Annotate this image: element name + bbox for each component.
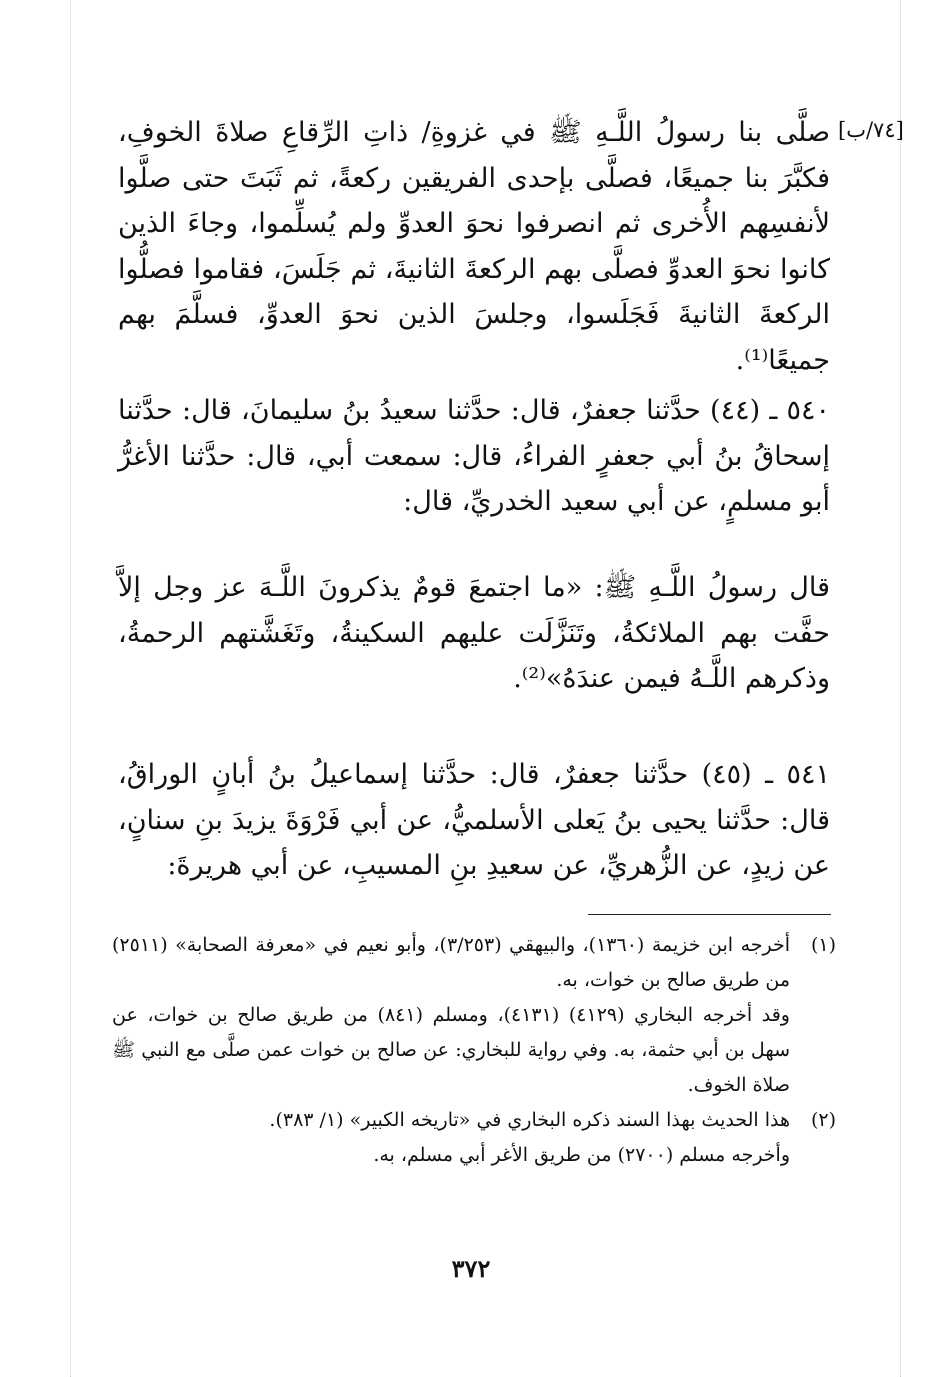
paragraph-hadith-540-isnad: ٥٤٠ ـ (٤٤) حدَّثنا جعفرٌ، قال: حدَّثنا سعيدُ بنُ سليمانَ، قال: حدَّثنا إسحاقُ بنُ أبي جعفرٍ الفراءُ، قال: سمعت أبي، قال: حدَّثنا الأغرُّ أبو مسلمٍ، عن أبي سعيد الخدريِّ، قال: <box>118 395 830 517</box>
paragraph-prayer-of-fear: صلَّى بنا رسولُ اللَّـهِ ﷺ في غزوةِ/ ذاتِ الرِّقاعِ صلاةَ الخوفِ، فكبَّرَ بنا جميعًا، فصلَّى بإحدى الفريقين ركعةً، ثم ثَبَتَ حتى صلَّوا لأنفسِهم الأُخرى ثم انصرفوا نحوَ العدوِّ ولم يُسلِّموا، وجاءَ الذين كانوا نحوَ العدوِّ فصلَّى بهم الركعةَ الثانيةَ، ثم جَلَسَ، فقاموا فصلُّوا الركعةَ الثانيةَ فَجَلَسوا، وجلسَ الذين نحوَ العدوِّ، فسلَّمَ بهم جميعًا⁽¹⁾. <box>118 117 830 376</box>
footnote-line: هذا الحديث بهذا السند ذكره البخاري في «تاريخه الكبير» (١/ ٣٨٣). <box>269 1109 790 1131</box>
footnote-line: وأخرجه مسلم (٢٧٠٠) من طريق الأغر أبي مسلم، به. <box>373 1144 790 1166</box>
footnote-2 <box>112 1103 836 1173</box>
footnote-line: أخرجه ابن خزيمة (١٣٦٠)، والبيهقي (٣/٢٥٣)، وأبو نعيم في «معرفة الصحابة» (٢٥١١) من طريق صالح بن خوات، به. <box>112 934 791 991</box>
footnote-1 <box>112 928 836 1103</box>
footnote-line: وقد أخرجه البخاري (٤١٢٩) (٤١٣١)، ومسلم (٨٤١) من طريق صالح بن خوات، عن سهل بن أبي حثمة، به. وفي رواية للبخاري: عن صالح بن خوات عمن صلَّى مع النبي ﷺ صلاة الخوف. <box>112 1004 790 1096</box>
paragraph-hadith-540-matn: قال رسولُ اللَّـهِ ﷺ: «ما اجتمعَ قومٌ يذكرونَ اللَّـهَ عز وجل إلاَّ حفَّت بهم الملائكةُ، وتَنَزَّلَت عليهم السكينةُ، وتَغَشَّتهم الرحمةُ، وذكرهم اللَّـهُ فيمن عندَهُ»⁽²⁾. <box>118 572 830 694</box>
footnote-marker: (١) <box>810 934 836 956</box>
page-number: ٣٧٢ <box>451 1254 491 1283</box>
scan-edge-left <box>70 0 71 1377</box>
footnote-separator <box>588 914 831 915</box>
scan-edge-right <box>900 0 901 1377</box>
manuscript-folio-marker: [٧٤/ب] <box>838 118 904 142</box>
footnote-marker: (٢) <box>810 1109 836 1131</box>
footnote-body <box>112 1103 790 1173</box>
footnotes <box>112 928 836 1173</box>
footnote-body <box>112 928 790 1103</box>
paragraph-hadith-541-isnad: ٥٤١ ـ (٤٥) حدَّثنا جعفرٌ، قال: حدَّثنا إسماعيلُ بنُ أبانٍ الوراقُ، قال: حدَّثنا يحيى بنُ يَعلى الأسلميُّ، عن أبي فَرْوَةَ يزيدَ بنِ سنانٍ، عن زيدٍ، عن الزُّهريِّ، عن سعيدِ بنِ المسيبِ، عن أبي هريرةَ: <box>118 759 831 881</box>
